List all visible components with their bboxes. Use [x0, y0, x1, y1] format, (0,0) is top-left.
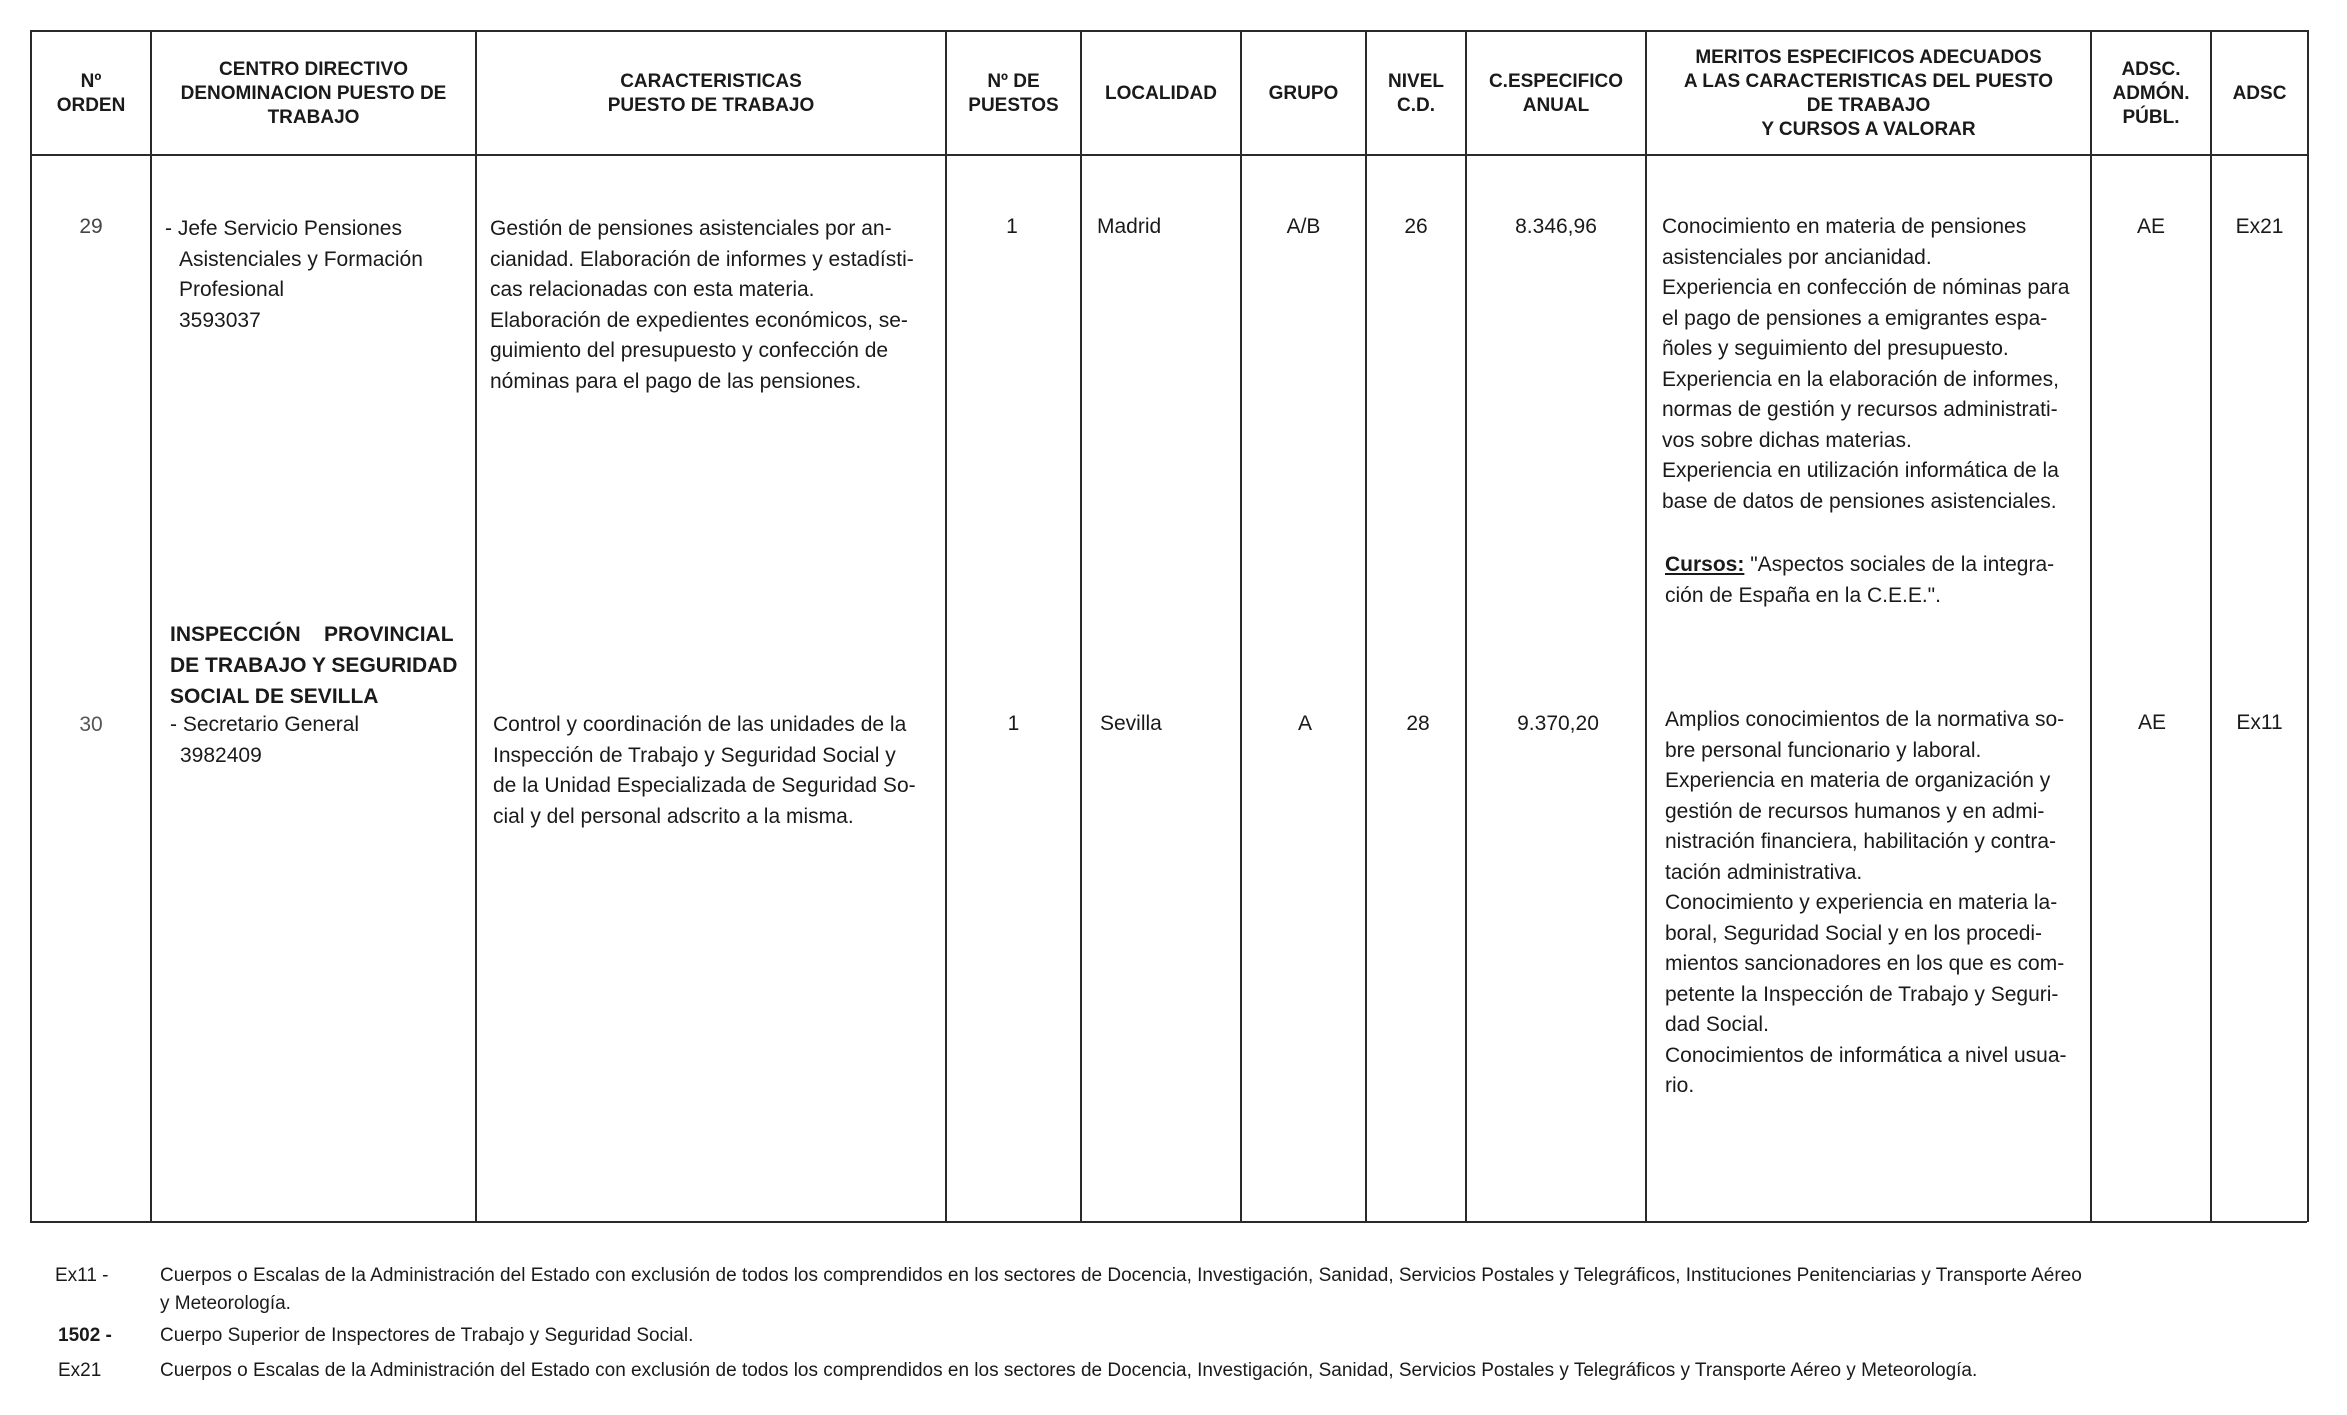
- header-meritos: MERITOS ESPECIFICOS ADECUADOS A LAS CARACTERISTICAS DEL PUESTO DE TRABAJO Y CURSOS A VALORAR: [1683, 47, 2054, 140]
- text-line: base de datos de pensiones asistenciales.: [1662, 489, 2057, 513]
- text-line: Control y coordinación de las unidades de la: [493, 713, 907, 736]
- localidad: Sevilla: [1100, 712, 1162, 735]
- adscripcion-administracion: AE: [2137, 711, 2166, 734]
- header-numero-puestos: Nº DE PUESTOS: [968, 71, 1059, 116]
- header-localidad: LOCALIDAD: [1105, 83, 1217, 104]
- text-line: Experiencia en confección de nóminas para: [1662, 276, 2070, 299]
- header-especifico: C.ESPECIFICO ANUAL: [1488, 71, 1624, 116]
- nivel: 26: [1404, 215, 1428, 238]
- grupo: A: [1297, 712, 1312, 735]
- header-bottom-border: [30, 154, 2307, 156]
- text-line: 3982409: [180, 743, 262, 767]
- header-adsc-admon: ADSC. ADMÓN. PÚBL.: [2112, 59, 2190, 128]
- numero-puestos: 1: [1006, 215, 1018, 238]
- text-line: Inspección de Trabajo y Seguridad Social y: [493, 743, 896, 767]
- column-divider: [1465, 30, 1467, 1222]
- table-bottom-border: [30, 1221, 2307, 1223]
- header-adsc: ADSC: [2232, 83, 2287, 104]
- text-line: Asistenciales y Formación: [179, 247, 423, 271]
- column-divider: [30, 30, 32, 1222]
- text-line: Cuerpos o Escalas de la Administración del Estado con exclusión de todos los comprendidos en los sectores de Docencia, Investigación, Sanidad, Servicios Postales y Telegráficos y Transporte Aéreo y Meteorología.: [160, 1360, 1978, 1381]
- text-line: guimiento del presupuesto y confección de: [490, 339, 889, 362]
- text-line: nistración financiera, habilitación y contra-: [1665, 830, 2057, 853]
- text-line: Experiencia en materia de organización y: [1665, 769, 2051, 792]
- puesto-denominacion: [170, 710, 465, 771]
- text-line: bre personal funcionario y laboral.: [1665, 738, 1982, 762]
- cursos-label: Cursos:: [1665, 553, 1745, 576]
- text-line: Conocimiento y experiencia en materia la-: [1665, 891, 2058, 914]
- header-caracteristicas: CARACTERISTICAS PUESTO DE TRABAJO: [607, 71, 815, 116]
- text-line: mientos sancionadores en los que es com-: [1665, 952, 2065, 975]
- complemento-especifico: 9.370,20: [1517, 712, 1599, 735]
- localidad: Madrid: [1097, 215, 1162, 238]
- text-line: vos sobre dichas materias.: [1662, 428, 1912, 452]
- header-centro-directivo: CENTRO DIRECTIVO DENOMINACION PUESTO DE TRABAJO: [180, 59, 447, 128]
- meritos-text: [1665, 705, 2085, 1102]
- text-line: dad Social.: [1665, 1013, 1769, 1036]
- text-line: - Secretario General: [170, 713, 360, 736]
- text-line: tación administrativa.: [1665, 860, 1863, 884]
- text-line: Elaboración de expedientes económicos, se-: [490, 308, 908, 332]
- column-divider: [945, 30, 947, 1222]
- adscripcion-cuerpo: Ex21: [2235, 215, 2284, 238]
- orden-number: 30: [79, 713, 103, 736]
- puesto-denominacion: [165, 214, 465, 336]
- text-line: Cuerpos o Escalas de la Administración del Estado con exclusión de todos los comprendidos en los sectores de Docencia, Investigación, Sanidad, Servicios Postales y Telegráficos, Instituciones Penitenciarias y Transporte Aéreo: [160, 1265, 2082, 1286]
- cursos-line: "Aspectos sociales de la integra-: [1744, 553, 2055, 576]
- footnote-code: 1502 -: [58, 1325, 112, 1346]
- footnote-code: Ex11 -: [55, 1265, 109, 1286]
- column-divider: [150, 30, 152, 1222]
- caracteristicas-text: [493, 710, 925, 832]
- header-orden: Nº ORDEN: [56, 71, 126, 116]
- footnote-text: [160, 1322, 2310, 1350]
- text-line: asistenciales por ancianidad.: [1662, 245, 1932, 269]
- text-line: Cuerpo Superior de Inspectores de Trabajo y Seguridad Social.: [160, 1325, 694, 1346]
- centro-directivo: [170, 619, 465, 712]
- text-line: Conocimiento en materia de pensiones: [1662, 215, 2027, 238]
- text-line: normas de gestión y recursos administrati-: [1662, 398, 2058, 421]
- column-divider: [1365, 30, 1367, 1222]
- text-line: boral, Seguridad Social y en los procedi-: [1665, 921, 2043, 945]
- column-divider: [1645, 30, 1647, 1222]
- footnote-code: Ex21: [58, 1360, 102, 1381]
- footnote-text: [160, 1262, 2310, 1318]
- text-line: Conocimientos de informática a nivel usua-: [1665, 1043, 2067, 1067]
- orden-number: 29: [79, 215, 103, 238]
- footnote-text: [160, 1357, 2310, 1385]
- text-line: cial y del personal adscrito a la misma.: [493, 804, 854, 828]
- text-line: cas relacionadas con esta materia.: [490, 278, 815, 301]
- adscripcion-administracion: AE: [2136, 215, 2165, 238]
- text-line: cianidad. Elaboración de informes y estadísti-: [490, 247, 914, 271]
- text-line: Gestión de pensiones asistenciales por an-: [490, 217, 892, 240]
- text-line: ñoles y seguimiento del presupuesto.: [1662, 337, 2009, 360]
- caracteristicas-text: [490, 214, 922, 397]
- text-line: 3593037: [179, 308, 261, 332]
- text-line: [1665, 550, 2085, 581]
- complemento-especifico: 8.346,96: [1515, 215, 1597, 238]
- meritos-text: [1662, 212, 2082, 517]
- column-divider: [2210, 30, 2212, 1222]
- column-divider: [2307, 30, 2309, 1222]
- text-line: Experiencia en utilización informática de la: [1662, 459, 2059, 482]
- table-top-border: [30, 30, 2307, 32]
- text-line: - Jefe Servicio Pensiones: [165, 217, 402, 240]
- cursos-text: [1665, 550, 2085, 611]
- text-line: SOCIAL DE SEVILLA: [170, 685, 379, 708]
- text-line: Amplios conocimientos de la normativa so-: [1665, 708, 2065, 731]
- column-divider: [2090, 30, 2092, 1222]
- text-line: el pago de pensiones a emigrantes espa-: [1662, 306, 2048, 330]
- column-divider: [475, 30, 477, 1222]
- text-line: ción de España en la C.E.E.".: [1665, 583, 1941, 607]
- text-line: Experiencia en la elaboración de informes,: [1662, 367, 2059, 391]
- numero-puestos: 1: [1007, 712, 1020, 735]
- column-divider: [1080, 30, 1082, 1222]
- adscripcion-cuerpo: Ex11: [2236, 711, 2283, 734]
- text-line: rio.: [1665, 1074, 1695, 1097]
- header-nivel: NIVEL C.D.: [1388, 71, 1444, 116]
- text-line: gestión de recursos humanos y en admi-: [1665, 799, 2045, 823]
- text-line: Profesional: [179, 278, 285, 301]
- text-line: petente la Inspección de Trabajo y Seguri-: [1665, 982, 2059, 1006]
- grupo: A/B: [1286, 215, 1321, 238]
- nivel: 28: [1406, 712, 1430, 735]
- column-divider: [1240, 30, 1242, 1222]
- header-grupo: GRUPO: [1268, 83, 1339, 104]
- text-line: de la Unidad Especializada de Seguridad So-: [493, 774, 916, 797]
- text-line: INSPECCIÓN PROVINCIAL: [170, 623, 454, 646]
- text-line: y Meteorología.: [160, 1293, 291, 1314]
- text-line: DE TRABAJO Y SEGURIDAD: [170, 654, 458, 677]
- text-line: nóminas para el pago de las pensiones.: [490, 369, 862, 393]
